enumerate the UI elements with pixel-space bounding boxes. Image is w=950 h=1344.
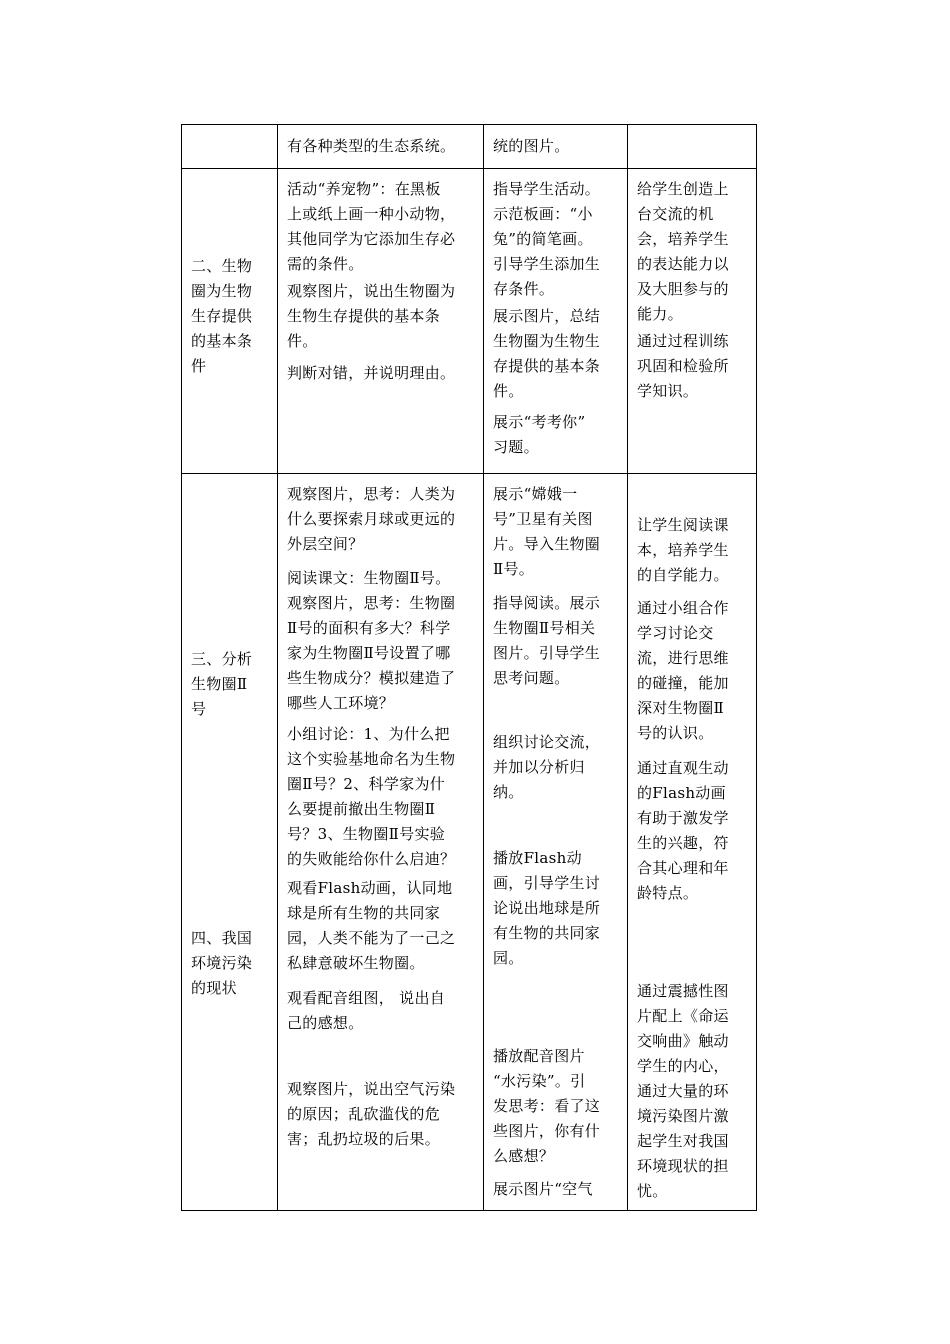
- table-row: [182, 125, 757, 169]
- text-block: 统的图片。: [493, 137, 570, 155]
- text-block: 通过直观生动 的Flash动画 有助于激发学 生的兴趣，符 合其心理和年 龄特点。: [637, 759, 729, 902]
- text-block: 给学生创造上 台交流的机 会，培养学生 的表达能力以 及大胆参与的 能力。: [637, 180, 729, 323]
- text-block: 展示“嫦娥一 号”卫星有关图 片。导入生物圈 Ⅱ号。: [493, 485, 601, 578]
- text-block: 观看Flash动画，认同地 球是所有生物的共同家 园，人类不能为了一己之 私肆意破坏生物圈。: [287, 879, 456, 972]
- table-row: [182, 169, 757, 474]
- stage-cell: [182, 474, 278, 1211]
- text-block: 通过过程训练 巩固和检验所 学知识。: [637, 332, 729, 400]
- text-block: 观察图片，说出生物圈为 生物生存提供的基本条 件。: [287, 282, 456, 350]
- text-block: 通过小组合作 学习讨论交 流，进行思维 的碰撞，能加 深对生物圈Ⅱ 号的认识。: [637, 599, 729, 742]
- text-block: 指导学生活动。 示范板画：“小 兔”的简笔画。 引导学生添加生 存条件。: [493, 180, 601, 298]
- teacher-activity-cell: [484, 125, 628, 169]
- student-activity-cell: [278, 474, 484, 1211]
- stage-label: 四、我国 环境污染 的现状: [191, 929, 253, 997]
- table-row: [182, 474, 757, 1211]
- stage-label: 二、生物 圈为生物 生存提供 的基本条 件: [191, 257, 253, 375]
- text-block: 让学生阅读课 本，培养学生 的自学能力。: [637, 516, 729, 584]
- student-activity-cell: [278, 125, 484, 169]
- text-block: 观察图片，说出空气污染 的原因；乱砍滥伐的危 害；乱扔垃圾的后果。: [287, 1080, 456, 1148]
- text-block: 观看配音组图， 说出自 己的感想。: [287, 989, 446, 1032]
- design-intent-cell: [628, 474, 757, 1211]
- stage-cell: [182, 169, 278, 474]
- text-block: 有各种类型的生态系统。: [287, 137, 456, 155]
- text-block: 播放配音图片 “水污染”。引 发思考：看了这 些图片，你有什 么感想？: [493, 1047, 601, 1165]
- text-block: 阅读课文：生物圈Ⅱ号。 观察图片，思考：生物圈 Ⅱ号的面积有多大？科学 家为生物圈Ⅱ号设置了哪 些生物成分？模拟建造了 哪些人工环境？: [287, 569, 456, 712]
- text-block: 播放Flash动 画，引导学生讨 论说出地球是所 有生物的共同家 园。: [493, 849, 601, 967]
- design-intent-cell: [628, 125, 757, 169]
- text-block: 小组讨论：1、为什么把 这个实验基地命名为生物 圈Ⅱ号？2、科学家为什 么要提前撤出生物圈Ⅱ 号？3、生物圈Ⅱ号实验 的失败能给你什么启迪？: [287, 725, 456, 868]
- text-block: 活动“养宠物”：在黑板 上或纸上画一种小动物， 其他同学为它添加生存必 需的条件。: [287, 180, 456, 273]
- text-block: 展示图片，总结 生物圈为生物生 存提供的基本条 件。: [493, 307, 601, 400]
- text-block: 通过震撼性图 片配上《命运 交响曲》触动 学生的内心， 通过大量的环 境污染图片激 起学生对我国 环境现状的担 忧。: [637, 982, 729, 1200]
- text-block: 判断对错，并说明理由。: [287, 364, 456, 382]
- lesson-plan-table: [181, 124, 757, 1211]
- teacher-activity-cell: [484, 169, 628, 474]
- stage-label: 三、分析 生物圈Ⅱ 号: [191, 650, 253, 718]
- text-block: 展示“考考你” 习题。: [493, 413, 586, 456]
- stage-cell: [182, 125, 278, 169]
- student-activity-cell: [278, 169, 484, 474]
- design-intent-cell: [628, 169, 757, 474]
- text-block: 观察图片，思考：人类为 什么要探索月球或更远的 外层空间？: [287, 485, 456, 553]
- text-block: 组织讨论交流， 并加以分析归 纳。: [493, 733, 601, 801]
- text-block: 展示图片“空气: [493, 1180, 593, 1198]
- text-block: 指导阅读。展示 生物圈Ⅱ号相关 图片。引导学生 思考问题。: [493, 594, 601, 687]
- teacher-activity-cell: [484, 474, 628, 1211]
